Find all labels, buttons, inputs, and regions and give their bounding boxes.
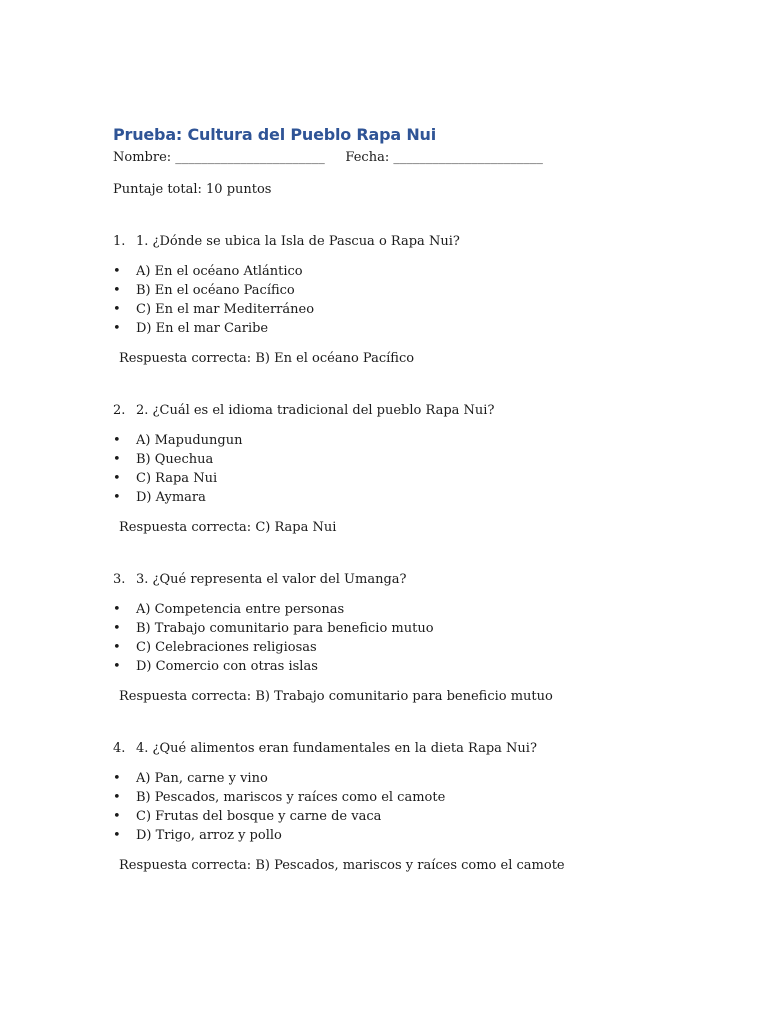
bullet-icon: • xyxy=(113,264,121,279)
bullet-icon: • xyxy=(113,321,121,336)
options-list xyxy=(113,769,673,845)
name-date-line: Nombre: _______________________ Fecha: _______________________ xyxy=(113,150,543,165)
option-item xyxy=(113,826,673,845)
question-block xyxy=(113,233,673,368)
bullet-icon: • xyxy=(113,621,121,636)
question-number: 1. xyxy=(113,234,126,249)
question-text xyxy=(113,571,673,589)
question-number: 4. xyxy=(113,741,126,756)
option-item xyxy=(113,469,673,488)
option-label: C) Celebraciones religiosas xyxy=(136,640,317,655)
question-list xyxy=(113,233,673,875)
option-label: C) En el mar Mediterráneo xyxy=(136,302,315,317)
question-label: 2. ¿Cuál es el idioma tradicional del pueblo Rapa Nui? xyxy=(136,403,495,418)
option-item xyxy=(113,319,673,338)
question-label: 3. ¿Qué representa el valor del Umanga? xyxy=(136,572,407,587)
question-text xyxy=(113,233,673,251)
option-item xyxy=(113,769,673,788)
option-label: A) Pan, carne y vino xyxy=(136,771,268,786)
options-list xyxy=(113,431,673,507)
bullet-icon: • xyxy=(113,471,121,486)
correct-answer: Respuesta correcta: B) En el océano Pacífico xyxy=(119,351,415,366)
option-label: D) Comercio con otras islas xyxy=(136,659,318,674)
page-title: Prueba: Cultura del Pueblo Rapa Nui xyxy=(113,125,437,144)
total-score: Puntaje total: 10 puntos xyxy=(113,182,272,197)
option-item xyxy=(113,281,673,300)
option-label: C) Rapa Nui xyxy=(136,471,218,486)
option-item xyxy=(113,788,673,807)
options-list xyxy=(113,262,673,338)
option-item xyxy=(113,600,673,619)
bullet-icon: • xyxy=(113,602,121,617)
question-block xyxy=(113,740,673,875)
question-number: 3. xyxy=(113,572,126,587)
options-list xyxy=(113,600,673,676)
question-text xyxy=(113,402,673,420)
bullet-icon: • xyxy=(113,828,121,843)
correct-answer: Respuesta correcta: C) Rapa Nui xyxy=(119,520,337,535)
option-item xyxy=(113,488,673,507)
option-label: D) Trigo, arroz y pollo xyxy=(136,828,282,843)
bullet-icon: • xyxy=(113,283,121,298)
option-label: C) Frutas del bosque y carne de vaca xyxy=(136,809,382,824)
bullet-icon: • xyxy=(113,659,121,674)
question-number: 2. xyxy=(113,403,126,418)
bullet-icon: • xyxy=(113,452,121,467)
question-label: 4. ¿Qué alimentos eran fundamentales en la dieta Rapa Nui? xyxy=(136,741,537,756)
question-label: 1. ¿Dónde se ubica la Isla de Pascua o Rapa Nui? xyxy=(136,234,460,249)
option-item xyxy=(113,300,673,319)
document-content xyxy=(113,124,673,875)
bullet-icon: • xyxy=(113,809,121,824)
correct-answer: Respuesta correcta: B) Pescados, mariscos y raíces como el camote xyxy=(119,858,565,873)
bullet-icon: • xyxy=(113,490,121,505)
question-block xyxy=(113,571,673,706)
option-label: A) En el océano Atlántico xyxy=(136,264,303,279)
option-label: B) Pescados, mariscos y raíces como el camote xyxy=(136,790,446,805)
correct-answer: Respuesta correcta: B) Trabajo comunitario para beneficio mutuo xyxy=(119,689,553,704)
option-item xyxy=(113,431,673,450)
option-item xyxy=(113,262,673,281)
option-item xyxy=(113,619,673,638)
bullet-icon: • xyxy=(113,640,121,655)
option-label: B) En el océano Pacífico xyxy=(136,283,295,298)
question-block xyxy=(113,402,673,537)
question-text xyxy=(113,740,673,758)
bullet-icon: • xyxy=(113,771,121,786)
option-label: B) Trabajo comunitario para beneficio mutuo xyxy=(136,621,434,636)
option-label: A) Mapudungun xyxy=(136,433,243,448)
option-item xyxy=(113,807,673,826)
option-label: D) En el mar Caribe xyxy=(136,321,269,336)
bullet-icon: • xyxy=(113,790,121,805)
bullet-icon: • xyxy=(113,302,121,317)
option-label: B) Quechua xyxy=(136,452,214,467)
option-item xyxy=(113,657,673,676)
option-label: A) Competencia entre personas xyxy=(136,602,345,617)
option-label: D) Aymara xyxy=(136,490,206,505)
option-item xyxy=(113,638,673,657)
bullet-icon: • xyxy=(113,433,121,448)
option-item xyxy=(113,450,673,469)
